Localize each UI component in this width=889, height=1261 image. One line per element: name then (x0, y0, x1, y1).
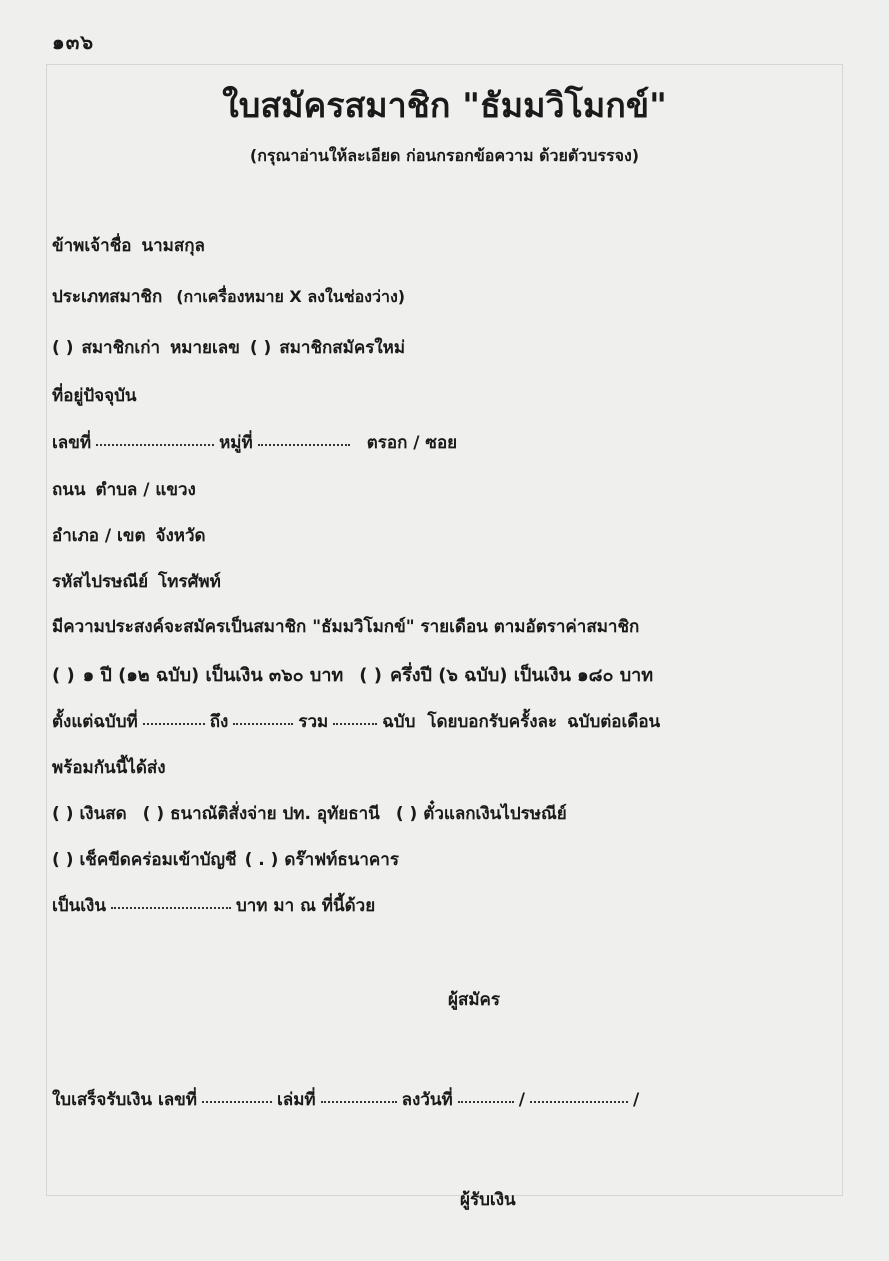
postcode-label: รหัสไปรษณีย์ (52, 572, 149, 592)
amount-row (52, 892, 840, 919)
cheque-checkbox[interactable]: ( ) (52, 850, 74, 870)
plan-half-label: ครึ่งปี (๖ ฉบับ) เป็นเงิน ๑๘๐ บาท (390, 665, 654, 686)
alley-label: ตรอก / ซอย (366, 433, 458, 453)
slash-1: / (518, 1090, 525, 1110)
start-issue-label: ตั้งแต่ฉบับที่ (52, 712, 138, 732)
draft-label: ดร๊าฟท์ธนาคาร (284, 850, 399, 870)
cash-label: เงินสด (79, 804, 127, 824)
amount-field[interactable] (111, 897, 231, 909)
district-label: อำเภอ / เขต (52, 526, 146, 546)
cheque-row (52, 846, 762, 873)
new-member-checkbox[interactable]: ( ) (249, 338, 272, 358)
plan-half-checkbox[interactable]: ( ) (359, 665, 383, 686)
total-label: รวม (298, 712, 329, 732)
amount-label: เป็นเงิน (52, 896, 106, 916)
address-row (52, 382, 840, 409)
plan-year-label: ๑ ปี (๑๒ ฉบับ) เป็นเงิน ๓๖๐ บาท (82, 665, 344, 686)
road-label: ถนน (52, 480, 86, 500)
village-label: หมู่ที่ (219, 433, 253, 453)
receipt-row (52, 1086, 840, 1113)
form-title: ใบสมัครสมาชิก "ธัมมวิโมกข์" (222, 86, 667, 126)
end-issue-field[interactable] (233, 713, 293, 725)
total-field[interactable] (333, 713, 377, 725)
form-subtitle: (กรุณาอ่านให้ละเอียด ก่อนกรอกข้อความ ด้วยตัวบรรจง) (249, 146, 640, 165)
cash-checkbox[interactable]: ( ) (52, 804, 74, 824)
payment-row (52, 800, 840, 827)
postal-order-label: ตั๋วแลกเงินไปรษณีย์ (423, 804, 567, 824)
book-label: เล่มที่ (277, 1090, 316, 1110)
plan-row (52, 660, 840, 689)
house-no-field[interactable] (96, 434, 214, 446)
phone-label: โทรศัพท์ (158, 572, 221, 592)
district-row (52, 522, 840, 549)
member-type-label: ประเภทสมาชิก (52, 287, 163, 307)
postal-order-checkbox[interactable]: ( ) (395, 804, 418, 824)
money-order-checkbox[interactable]: ( ) (142, 804, 165, 824)
receipt-no-field[interactable] (202, 1091, 272, 1103)
intent-row (52, 613, 840, 640)
applicant-row (448, 986, 840, 1013)
road-row (52, 476, 840, 503)
cheque-label: เช็คขีดคร่อมเข้าบัญชี (79, 850, 237, 870)
per-month-label: ฉบับต่อเดือน (567, 712, 661, 732)
intent-text: มีความประสงค์จะสมัครเป็นสมาชิก "ธัมมวิโมกข์" รายเดือน ตามอัตราค่าสมาชิก (52, 617, 640, 637)
draft-checkbox[interactable]: ( . ) (244, 850, 279, 870)
issue-unit: ฉบับ (382, 712, 416, 732)
member-type-hint: (กาเครื่องหมาย X ลงในช่องว่าง) (176, 287, 406, 306)
name-label: ข้าพเจ้าชื่อ (52, 236, 132, 256)
house-no-label: เลขที่ (52, 433, 92, 453)
house-row (52, 429, 840, 456)
enclosed-row (52, 754, 840, 781)
postcode-row (52, 568, 840, 595)
month-field[interactable] (530, 1091, 628, 1103)
book-field[interactable] (321, 1091, 397, 1103)
province-label: จังหวัด (155, 526, 206, 546)
page-number: ๑๓๖ (52, 30, 95, 54)
village-field[interactable] (258, 434, 350, 446)
money-order-label: ธนาณัติสั่งจ่าย ปท. อุทัยธานี (170, 804, 380, 824)
member-type-row (52, 283, 840, 310)
receiver-row (460, 1186, 840, 1213)
issues-row (52, 708, 840, 735)
surname-label: นามสกุล (141, 236, 205, 256)
receipt-label: ใบเสร็จรับเงิน เลขที่ (52, 1090, 197, 1110)
name-row (52, 232, 840, 259)
subdistrict-label: ตำบล / แขวง (95, 480, 196, 500)
enclosed-label: พร้อมกันนี้ได้ส่ง (52, 758, 166, 778)
start-issue-field[interactable] (143, 713, 205, 725)
slash-2: / (632, 1090, 640, 1110)
membership-row (52, 334, 840, 361)
applicant-label: ผู้สมัคร (448, 990, 501, 1010)
day-field[interactable] (458, 1091, 514, 1103)
member-no-label: หมายเลข (170, 338, 240, 358)
to-label: ถึง (209, 712, 229, 732)
address-label: ที่อยู่ปัจจุบัน (52, 386, 137, 406)
amount-suffix: บาท มา ณ ที่นี้ด้วย (235, 896, 376, 916)
plan-year-checkbox[interactable]: ( ) (52, 665, 75, 686)
old-member-checkbox[interactable]: ( ) (52, 338, 74, 358)
order-label: โดยบอกรับครั้งละ (427, 712, 558, 732)
new-member-label: สมาชิกสมัครใหม่ (279, 338, 406, 358)
receiver-label: ผู้รับเงิน (460, 1190, 516, 1210)
old-member-label: สมาชิกเก่า (81, 338, 161, 358)
date-label: ลงวันที่ (401, 1090, 453, 1110)
